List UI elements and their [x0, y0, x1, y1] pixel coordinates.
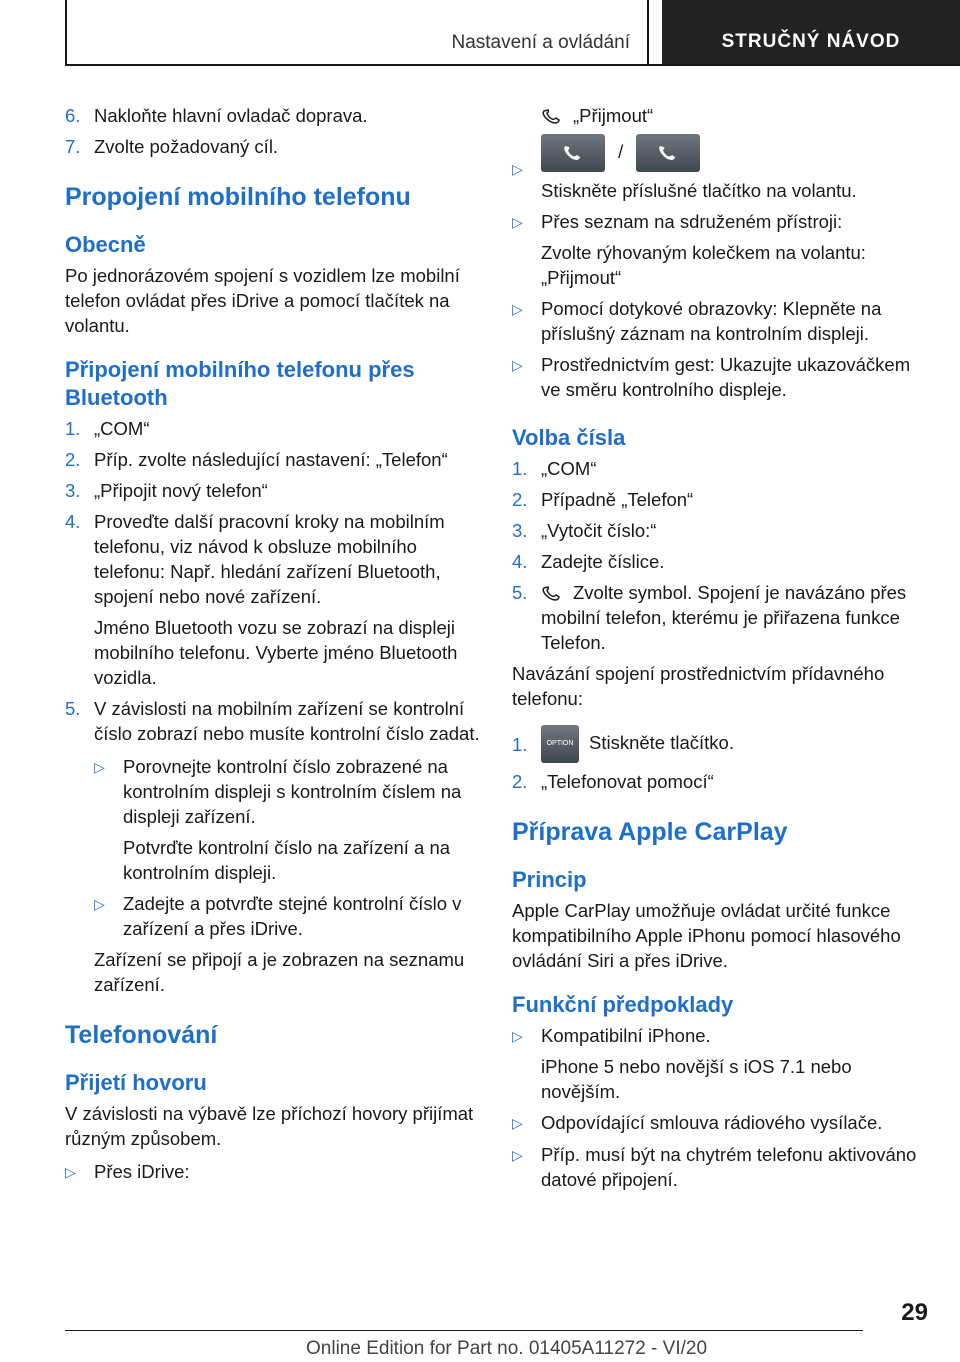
list-body — [541, 725, 930, 763]
left-column — [65, 103, 480, 1191]
heading-general: Obecně — [65, 232, 146, 257]
bullet-text: Kompatibilní iPhone. — [541, 1025, 711, 1046]
bullet-item — [512, 1142, 930, 1192]
list-number: 5. — [512, 582, 528, 603]
list-item — [512, 456, 930, 481]
triangle-bullet-icon: ▷ — [512, 1147, 523, 1163]
bullet-text: Přes iDrive: — [94, 1161, 190, 1182]
list-item — [512, 549, 930, 574]
triangle-bullet-icon: ▷ — [512, 357, 523, 373]
bullet-text: Porovnejte kontrolní číslo zobrazené na kontrolním displeji s kontrolním číslem na displeji zařízení. — [123, 756, 462, 827]
bullet-continuation: Potvrďte kontrolní číslo na zařízení a na kontrolním displeji. — [123, 837, 451, 883]
accept-line — [512, 103, 930, 128]
footer-edition: Online Edition for Part no. 01405A11272 - VI/20 — [306, 1338, 708, 1359]
list-text: „Vytočit číslo:“ — [541, 520, 657, 541]
bullet-body — [541, 134, 930, 203]
list-number: 1. — [512, 458, 528, 479]
list-item — [65, 447, 480, 472]
list-text: „Telefonovat pomocí“ — [541, 771, 714, 792]
heading-carplay: Příprava Apple CarPlay — [512, 818, 788, 846]
accept-call-button-image — [541, 134, 605, 172]
bullet-item — [512, 134, 930, 203]
list-body — [94, 509, 480, 690]
bullet-text: Prostřednictvím gest: Ukazujte ukazováčkem ve směru kontrolního displeje. — [541, 354, 911, 400]
bullet-text: Odpovídající smlouva rádiového vysílače. — [541, 1112, 883, 1133]
list-item — [65, 696, 480, 997]
list-number: 1. — [512, 733, 528, 755]
incoming-paragraph: V závislosti na výbavě lze příchozí hovory přijímat různým způsobem. — [65, 1103, 474, 1149]
bullet-item — [512, 352, 930, 402]
bullet-item — [94, 754, 480, 885]
header-rule — [65, 64, 960, 66]
bullet-text: Přes seznam na sdruženém přístroji: — [541, 211, 843, 232]
bullet-item — [512, 1110, 930, 1136]
list-text: Proveďte další pracovní kroky na mobilním telefonu, viz návod k obsluze mobilního telefonu: Např. hledání zařízení Bluetooth, spojení nebo nové zařízení. — [94, 511, 445, 607]
list-item — [65, 416, 480, 441]
list-continuation: Jméno Bluetooth vozu se zobrazí na displeji mobilního telefonu. Vyberte jméno Bluetooth vozidla. — [94, 617, 458, 688]
bullet-body — [123, 754, 480, 885]
triangle-bullet-icon: ▷ — [512, 214, 523, 230]
triangle-bullet-icon: ▷ — [512, 1028, 523, 1044]
list-item — [65, 134, 480, 159]
heading-requirements: Funkční předpoklady — [512, 992, 734, 1017]
heading-mobile-connection: Propojení mobilního telefonu — [65, 183, 411, 211]
header-tab: STRUČNÝ NÁVOD — [662, 0, 960, 64]
bullet-item — [512, 209, 930, 290]
list-number: 7. — [65, 136, 81, 157]
triangle-bullet-icon: ▷ — [65, 1164, 76, 1180]
list-number: 3. — [65, 480, 81, 501]
bullet-text: Stiskněte příslušné tlačítko na volantu. — [541, 180, 857, 201]
phone-icon — [541, 107, 563, 125]
heading-dial-number: Volba čísla — [512, 425, 626, 450]
list-item — [65, 103, 480, 128]
principle-paragraph: Apple CarPlay umožňuje ovládat určité funkce kompatibilního Apple iPhonu pomocí hlasového ovládání Siri a přes iDrive. — [512, 900, 901, 971]
list-text: V závislosti na mobilním zařízení se kontrolní číslo zobrazí nebo musíte kontrolní číslo zadat. — [94, 698, 480, 744]
list-item — [65, 509, 480, 690]
list-text: Nakloňte hlavní ovladač doprava. — [94, 105, 368, 126]
list-item — [65, 478, 480, 503]
list-item — [512, 487, 930, 512]
list-text: Stiskněte tlačítko. — [589, 731, 734, 753]
list-continuation: Zařízení se připojí a je zobrazen na seznamu zařízení. — [94, 949, 465, 995]
triangle-bullet-icon: ▷ — [512, 160, 523, 177]
extra-phone-paragraph: Navázání spojení prostřednictvím přídavného telefonu: — [512, 663, 885, 709]
list-number: 2. — [512, 771, 528, 792]
phone-icon — [541, 584, 563, 602]
list-text: „Připojit nový telefon“ — [94, 480, 268, 501]
bullet-item — [94, 891, 480, 941]
list-text: „COM“ — [541, 458, 597, 479]
list-text: Případně „Telefon“ — [541, 489, 694, 510]
slash-separator: / — [618, 140, 624, 162]
option-button-image: OPTION — [541, 725, 579, 763]
list-body — [94, 696, 480, 997]
footer-rule — [65, 1330, 863, 1331]
bullet-item — [65, 1159, 480, 1185]
bullet-continuation: iPhone 5 nebo novější s iOS 7.1 nebo novějším. — [541, 1056, 852, 1102]
phone-icon — [541, 134, 605, 172]
list-item — [512, 725, 930, 763]
list-number: 2. — [512, 489, 528, 510]
heading-bluetooth: Připojení mobilního telefonu přes Bluetooth — [65, 357, 415, 410]
sub-list — [94, 754, 480, 941]
list-text: Zvolte požadovaný cíl. — [94, 136, 279, 157]
list-number: 4. — [512, 551, 528, 572]
bullet-text: Příp. musí být na chytrém telefonu aktivováno datové připojení. — [541, 1144, 917, 1190]
list-number: 3. — [512, 520, 528, 541]
list-text: „COM“ — [94, 418, 150, 439]
list-number: 1. — [65, 418, 81, 439]
list-item — [512, 518, 930, 543]
bullet-text: Zadejte a potvrďte stejné kontrolní číslo v zařízení a přes iDrive. — [123, 893, 462, 939]
list-text: Zadejte číslice. — [541, 551, 665, 572]
bullet-body — [541, 209, 930, 290]
list-number: 2. — [65, 449, 81, 470]
general-paragraph: Po jednorázovém spojení s vozidlem lze mobilní telefon ovládat přes iDrive a pomocí tlačítek na volantu. — [65, 265, 460, 336]
bullet-continuation: Zvolte rýhovaným kolečkem na volantu: „Přijmout“ — [541, 242, 866, 288]
triangle-bullet-icon: ▷ — [512, 301, 523, 317]
list-number: 5. — [65, 698, 81, 719]
list-number: 4. — [65, 511, 81, 532]
triangle-bullet-icon: ▷ — [94, 896, 105, 912]
heading-calls: Telefonování — [65, 1021, 218, 1049]
list-item — [512, 580, 930, 655]
list-text: Příp. zvolte následující nastavení: „Telefon“ — [94, 449, 448, 470]
bullet-item — [512, 296, 930, 346]
page-number: 29 — [901, 1299, 928, 1326]
heading-principle: Princip — [512, 867, 587, 892]
list-text: Zvolte symbol. Spojení je navázáno přes mobilní telefon, kterému je přiřazena funkce Telefon. — [541, 582, 907, 653]
end-call-button-image — [636, 134, 700, 172]
bullet-item — [512, 1023, 930, 1104]
phone-icon — [636, 134, 700, 172]
triangle-bullet-icon: ▷ — [94, 759, 105, 775]
right-column — [512, 103, 930, 1198]
list-number: 6. — [65, 105, 81, 126]
heading-incoming-call: Přijetí hovoru — [65, 1070, 207, 1095]
bullet-text: Pomocí dotykové obrazovky: Klepněte na příslušný záznam na kontrolním displeji. — [541, 298, 882, 344]
list-body — [541, 580, 930, 655]
list-item — [512, 769, 930, 794]
bullet-body — [541, 1023, 930, 1104]
header-section-title: Nastavení a ovládání — [451, 32, 630, 53]
accept-label: „Přijmout“ — [573, 105, 654, 126]
triangle-bullet-icon: ▷ — [512, 1115, 523, 1131]
